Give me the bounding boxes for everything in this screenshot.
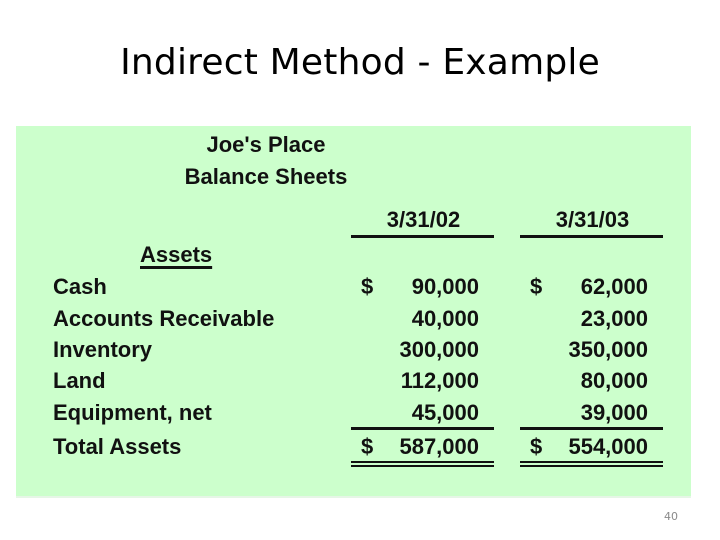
total-double-rule-2 [520, 461, 663, 467]
row-label-accounts-receivable: Accounts Receivable [53, 306, 275, 331]
section-heading: Assets [140, 242, 213, 267]
value-total-assets-2002: 587,000 [399, 434, 479, 459]
row-label-total-assets: Total Assets [53, 434, 182, 459]
row-label-cash: Cash [53, 274, 107, 299]
statement-title: Balance Sheets [184, 164, 348, 189]
value-cash-2002: 90,000 [411, 274, 479, 299]
currency-symbol: $ [530, 434, 543, 459]
slide-title: Indirect Method - Example [120, 42, 600, 83]
company-name: Joe's Place [206, 132, 326, 157]
column-header-rule-2 [520, 235, 663, 238]
balance-sheet-panel [16, 126, 691, 498]
currency-symbol: $ [530, 274, 543, 299]
currency-symbol: $ [361, 274, 374, 299]
column-header-date-1: 3/31/02 [386, 207, 461, 232]
currency-symbol: $ [361, 434, 374, 459]
value-land-2002: 112,000 [400, 368, 479, 393]
value-equipment-net-2002: 45,000 [411, 400, 479, 425]
value-equipment-net-2003: 39,000 [580, 400, 648, 425]
row-label-equipment-net: Equipment, net [53, 400, 212, 425]
value-inventory-2002: 300,000 [399, 337, 479, 362]
subtotal-rule-2 [520, 427, 663, 430]
value-total-assets-2003: 554,000 [568, 434, 648, 459]
column-header-date-2: 3/31/03 [555, 207, 630, 232]
page-number: 40 [664, 510, 678, 523]
column-header-rule-1 [351, 235, 494, 238]
row-label-land: Land [53, 368, 106, 393]
value-accounts-receivable-2002: 40,000 [411, 306, 479, 331]
value-cash-2003: 62,000 [580, 274, 648, 299]
subtotal-rule-1 [351, 427, 494, 430]
row-label-inventory: Inventory [53, 337, 153, 362]
total-double-rule-1 [351, 461, 494, 467]
value-inventory-2003: 350,000 [568, 337, 648, 362]
value-accounts-receivable-2003: 23,000 [580, 306, 648, 331]
value-land-2003: 80,000 [580, 368, 648, 393]
